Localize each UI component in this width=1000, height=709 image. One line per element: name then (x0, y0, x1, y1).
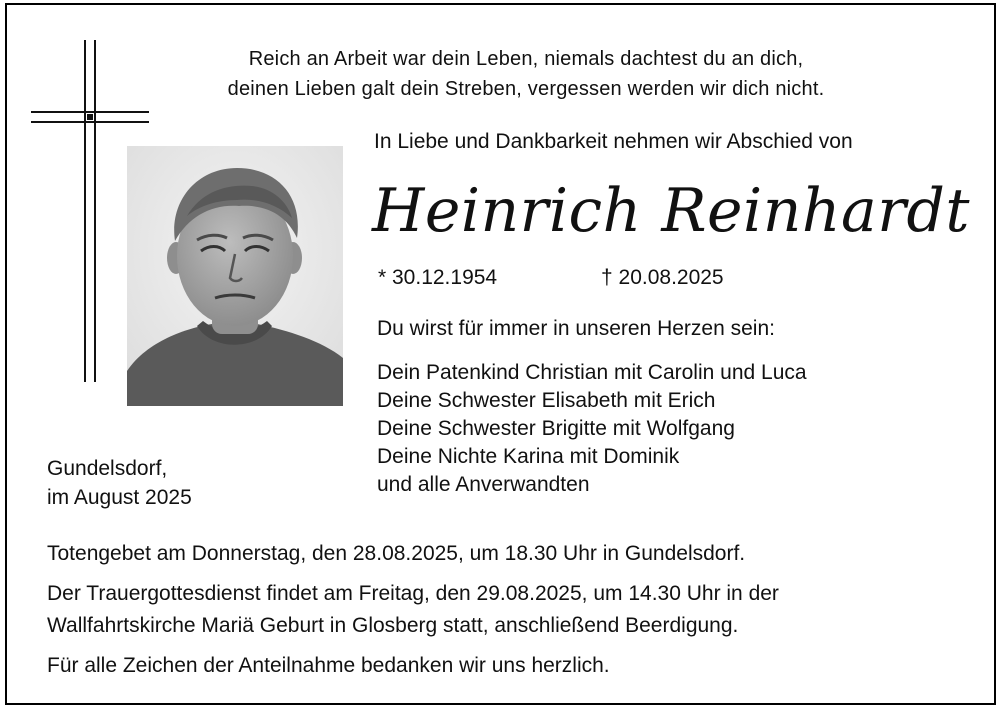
mass-line-1: Der Trauergottesdienst findet am Freitag, den 29.08.2025, um 14.30 Uhr in der (47, 582, 779, 605)
place-date (47, 454, 192, 512)
service-info (47, 538, 779, 682)
list-item: Deine Schwester Brigitte mit Wolfgang (377, 417, 735, 440)
place-line-1: Gundelsdorf, (47, 457, 168, 480)
deceased-name: Heinrich Reinhardt (372, 176, 970, 246)
verse (107, 44, 945, 104)
remembrance-line: Du wirst für immer in unseren Herzen sein: (377, 317, 775, 340)
portrait-photo (127, 146, 343, 406)
mourners-list (377, 359, 807, 499)
thanks-text: Für alle Zeichen der Anteilnahme bedanken wir uns herzlich. (47, 654, 610, 677)
list-item: Dein Patenkind Christian mit Carolin und Luca (377, 361, 807, 384)
verse-line-1: Reich an Arbeit war dein Leben, niemals dachtest du an dich, (248, 48, 804, 70)
list-item: und alle Anverwandten (377, 473, 590, 496)
list-item: Deine Nichte Karina mit Dominik (377, 445, 680, 468)
prayer-text: Totengebet am Donnerstag, den 28.08.2025, um 18.30 Uhr in Gundelsdorf. (47, 542, 746, 565)
mass-line-2: Wallfahrtskirche Mariä Geburt in Glosberg statt, anschließend Beerdigung. (47, 614, 739, 637)
death-date: † 20.08.2025 (601, 266, 724, 289)
place-line-2: im August 2025 (47, 486, 192, 509)
verse-line-2: deinen Lieben galt dein Streben, vergessen werden wir dich nicht. (227, 78, 825, 100)
birth-date: * 30.12.1954 (378, 266, 498, 289)
intro-text: In Liebe und Dankbarkeit nehmen wir Abschied von (374, 130, 853, 153)
list-item: Deine Schwester Elisabeth mit Erich (377, 389, 716, 412)
obituary-card (5, 3, 996, 705)
